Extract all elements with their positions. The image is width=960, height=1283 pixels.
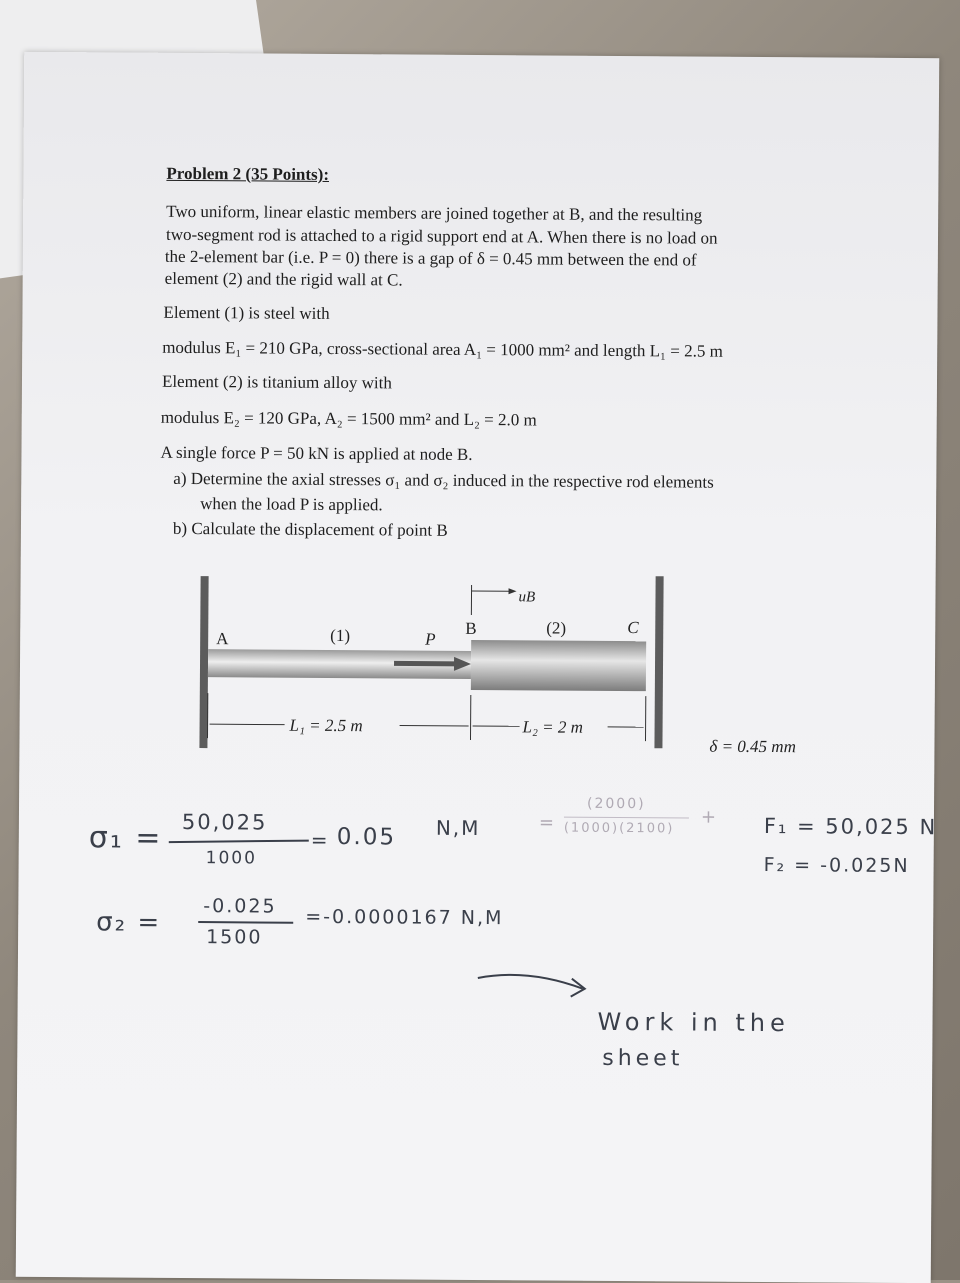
label-element-1: (1) (330, 626, 350, 645)
hw-sigma2-value: =-0.0000167 N,M (305, 906, 503, 929)
hw-arrow (468, 960, 608, 1011)
hw-sigma1-value: 0.05 (337, 824, 396, 850)
problem-line-2: two-segment rod is attached to a rigid support end at A. When there is no load on (166, 224, 718, 250)
dim-l1-label: L₁ = 2.5 m (289, 716, 363, 736)
bar-figure (189, 568, 890, 773)
problem-title: Problem 2 (35 Points): (166, 163, 329, 186)
hw-sigma1-equals: = (311, 828, 330, 852)
dim-l2-label: L₂ = 2 m (522, 717, 584, 736)
hw-faint-denominator: (1000)(2100) (564, 821, 675, 837)
label-element-2: (2) (546, 618, 566, 637)
hw-faint-plus: + (701, 807, 718, 828)
hw-force-f2: F₂ = -0.025N (764, 854, 910, 877)
hw-sigma1-lhs: σ₁ = (89, 820, 163, 856)
label-p: P (424, 630, 436, 649)
hw-sigma2-numerator: -0.025 (203, 895, 276, 918)
problem-line-1: Two uniform, linear elastic members are joined together at B, and the resulting (166, 201, 702, 227)
hw-note-line-2: sheet (602, 1046, 683, 1072)
hw-faint-numerator: (2000) (587, 796, 646, 812)
label-b: B (465, 619, 476, 638)
hw-faint-equals: = (539, 812, 556, 833)
hw-sigma1-fraction-bar (169, 840, 309, 843)
hw-sigma1-denominator: 1000 (206, 848, 257, 868)
label-ub: uB (518, 589, 535, 605)
paper-sheet (16, 52, 940, 1283)
element2-properties: modulus E₂ = 120 GPa, A₂ = 1500 mm² and L₂ = 2.0 m (161, 407, 537, 432)
rod-element-2 (471, 640, 646, 691)
force-statement: A single force P = 50 kN is applied at node B. (160, 442, 472, 466)
element1-properties: modulus E₁ = 210 GPa, cross-sectional area A₁ = 1000 mm² and length L₁ = 2.5 m (162, 337, 723, 363)
hw-sigma1-unit: N,M (436, 816, 481, 840)
question-b: b) Calculate the displacement of point B (173, 518, 448, 542)
delta-label: δ = 0.45 mm (709, 737, 796, 757)
question-a-line-1: a) Determine the axial stresses σ₁ and σ₂ induced in the respective rod elements (173, 468, 714, 494)
problem-line-3: the 2-element bar (i.e. P = 0) there is a gap of δ = 0.45 mm between the end of (165, 246, 697, 272)
question-a-line-2: when the load P is applied. (200, 493, 383, 516)
right-wall (654, 576, 663, 748)
hw-faint-fraction-bar (564, 817, 689, 819)
problem-line-4: element (2) and the rigid wall at C. (165, 268, 403, 292)
hw-sigma2-fraction-bar (198, 921, 293, 924)
hw-force-f1: F₁ = 50,025 N (764, 814, 937, 839)
hw-sigma2-denominator: 1500 (206, 926, 263, 948)
dim-l1-left (210, 724, 285, 725)
hw-note-line-1: Work in the (597, 1008, 789, 1037)
hw-sigma2-lhs: σ₂ = (96, 907, 161, 937)
element1-heading: Element (1) is steel with (163, 302, 329, 325)
ub-arrowhead (509, 588, 517, 594)
element2-heading: Element (2) is titanium alloy with (162, 371, 392, 395)
label-a: A (216, 629, 229, 648)
label-c: C (627, 618, 639, 637)
hw-sigma1-numerator: 50,025 (182, 810, 268, 835)
